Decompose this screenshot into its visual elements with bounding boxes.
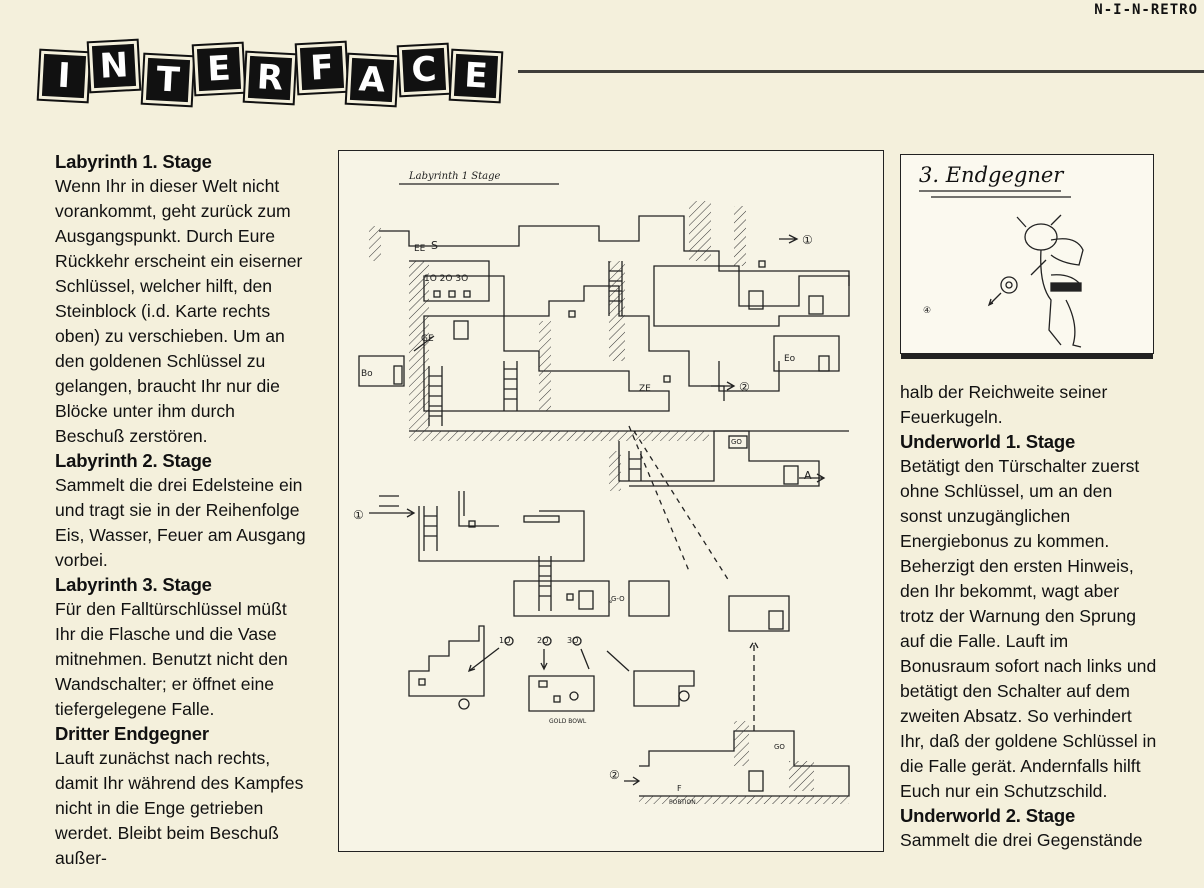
section-heading: Underworld 2. Stage bbox=[900, 805, 1076, 826]
label-portion: PORTION bbox=[669, 799, 696, 806]
label-a: A bbox=[804, 469, 812, 482]
section-heading: Labyrinth 1. Stage bbox=[55, 151, 212, 172]
body-paragraph: Wenn Ihr in dieser Welt nicht vorankommt, geht zurück zum Ausgangspunkt. Durch Eure Rückkehr erscheint ein eiserner Schlüssel, welcher hilft, den Steinblock (i.d. Karte rechts oben) zu verschieben. Um an den goldenen Schlüssel zu gelangen, braucht Ihr nur die Blöcke unter ihm durch Beschuß zerstören. bbox=[55, 176, 303, 446]
label-s: S bbox=[431, 239, 438, 252]
label-ee: EE bbox=[414, 244, 426, 254]
title-letter-tile: T bbox=[143, 55, 193, 105]
brand-text: N-I-N-RETRO bbox=[1094, 2, 1198, 18]
boss-caption: 3. Endgegner bbox=[919, 163, 1064, 187]
boss-drawing bbox=[901, 155, 1153, 353]
body-paragraph: Für den Falltürschlüssel müßt Ihr die Flasche und die Vase mitnehmen. Benutzt nicht den Wandschalter; er öffnet eine tiefergelegene Falle. bbox=[55, 599, 288, 719]
label-go-bottom: GO bbox=[774, 743, 785, 751]
label-eo: Eo bbox=[784, 354, 796, 364]
lower-labyrinth bbox=[369, 491, 849, 804]
label-ze: ZE bbox=[639, 384, 651, 394]
text-column-left bbox=[55, 150, 307, 871]
title-letter-tile: E bbox=[194, 44, 244, 94]
label-ge: GE bbox=[421, 334, 434, 344]
body-paragraph: Betätigt den Türschalter zuerst ohne Schlüssel, um an den sonst unzugänglichen Energiebonus zu kommen. Beherzigt den ersten Hinweis, den Ihr bekommt, wagt aber trotz der Warnung den Sprung auf die Falle. Lauft im Bonusraum sofort nach links und betätigt den Schalter auf dem zweiten Absatz. So verhindert Ihr, daß der goldene Schlüssel in die Falle gerät. Andernfalls hilft Euch nur ein Schutzschild. bbox=[900, 456, 1157, 801]
label-bo: Bo bbox=[361, 369, 373, 379]
map-drawing bbox=[339, 151, 883, 851]
section-heading: Labyrinth 2. Stage bbox=[55, 450, 212, 471]
label-o2: 2O bbox=[537, 636, 549, 645]
label-gold-bowl: GOLD BOWL bbox=[549, 718, 587, 725]
section-heading: Dritter Endgegner bbox=[55, 723, 209, 744]
boss-badge: ④ bbox=[923, 306, 932, 316]
body-paragraph: Sammelt die drei Edelsteine ein und tragt sie in der Reihenfolge Eis, Wasser, Feuer am Ausgang vorbei. bbox=[55, 475, 306, 570]
body-paragraph: Sammelt die drei Gegenstände bbox=[900, 830, 1143, 850]
title-letter-tile: F bbox=[297, 43, 347, 93]
marker-1-lower: ① bbox=[353, 508, 364, 522]
title-letter-tile: A bbox=[347, 55, 397, 105]
section-header bbox=[40, 42, 1204, 112]
title-letter-tile: R bbox=[245, 53, 295, 103]
title-letter-tile: N bbox=[89, 41, 139, 91]
magazine-brand bbox=[1094, 2, 1198, 18]
marker-2-lower: ② bbox=[609, 768, 620, 782]
header-rule bbox=[518, 70, 1204, 73]
text-column-right bbox=[900, 380, 1158, 853]
label-keys: 1O 2O 3O bbox=[424, 274, 469, 284]
label-go-lower: G-O bbox=[611, 595, 625, 603]
marker-1-upper: ① bbox=[802, 233, 813, 247]
section-heading: Underworld 1. Stage bbox=[900, 431, 1076, 452]
title-letter-tile: C bbox=[399, 45, 449, 95]
svg-text:°: ° bbox=[609, 600, 613, 608]
label-o1: 1O bbox=[499, 636, 511, 645]
label-go-upper: GO bbox=[731, 438, 742, 446]
marker-2-upper: ② bbox=[739, 380, 750, 394]
map-caption: Labyrinth 1 Stage bbox=[409, 171, 501, 182]
labyrinth-map bbox=[338, 150, 884, 852]
section-heading: Labyrinth 3. Stage bbox=[55, 574, 212, 595]
body-paragraph: Lauft zunächst nach rechts, damit Ihr während des Kampfes nicht in die Enge getrieben werdet. Bleibt beim Beschuß außer- bbox=[55, 748, 304, 868]
boss-frame-shadow bbox=[901, 354, 1153, 359]
title-letter-tile: E bbox=[451, 51, 501, 101]
label-o3: 3O bbox=[567, 636, 579, 645]
body-paragraph: halb der Reichweite seiner Feuerkugeln. bbox=[900, 382, 1108, 427]
title-letter-tile: I bbox=[39, 51, 89, 101]
lower-map-labels bbox=[353, 508, 785, 806]
label-f: F bbox=[677, 784, 682, 793]
boss-illustration bbox=[900, 154, 1154, 354]
